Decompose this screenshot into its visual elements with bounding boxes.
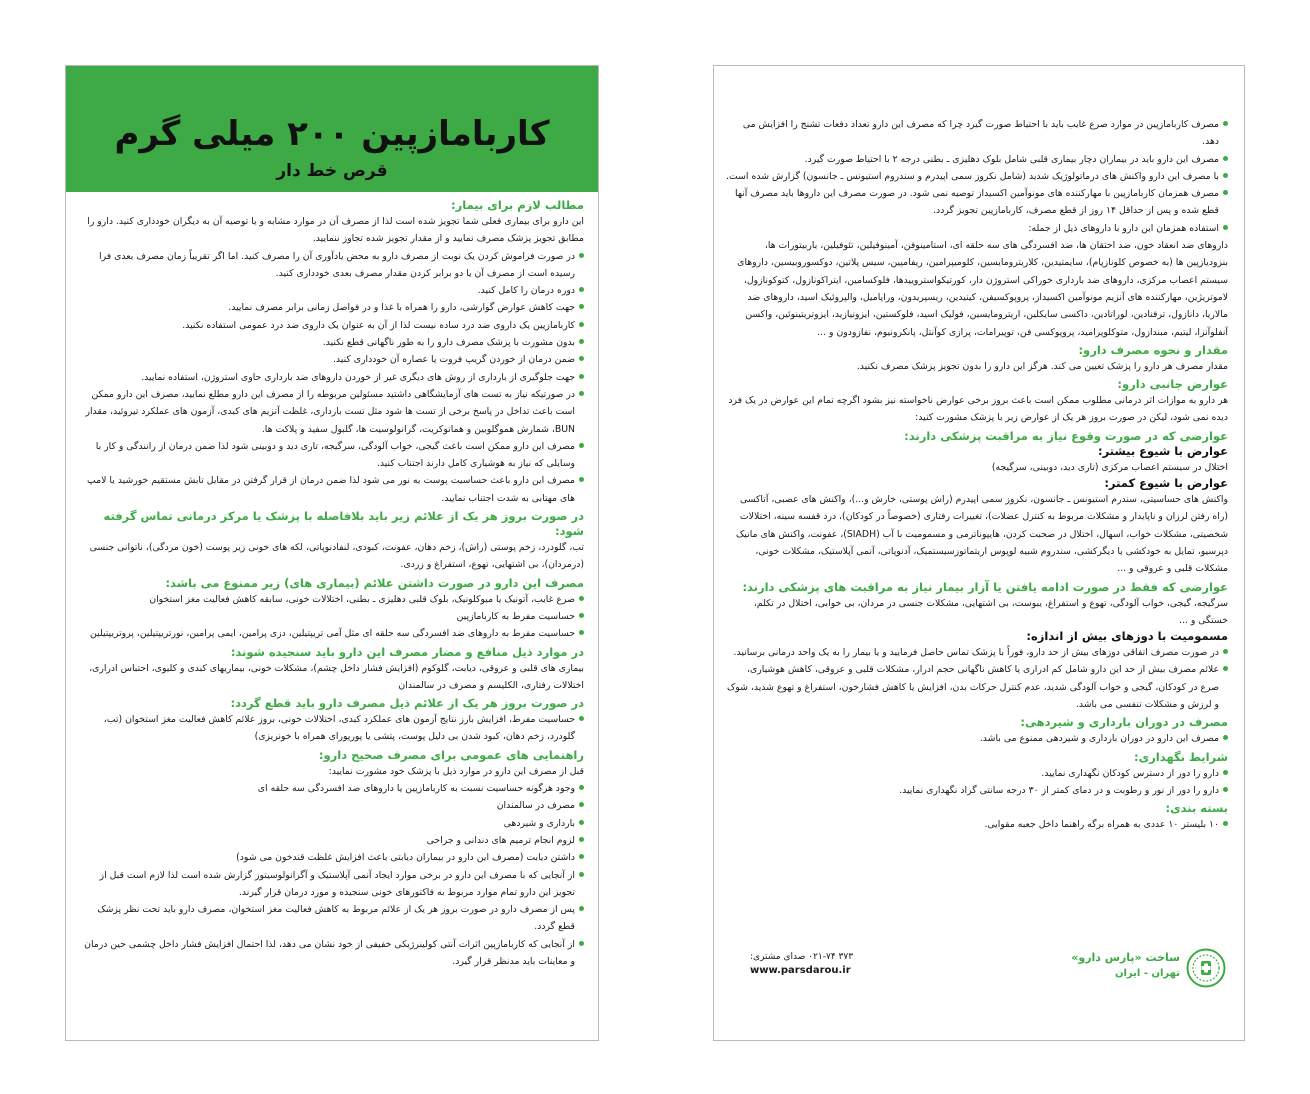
section — [80, 198, 584, 507]
section-heading: در صورت بروز هر یک از علائم زیر باید بلافاصله با پزشک یا مرکز درمانی تماس گرفته شود: — [103, 509, 584, 539]
list-item: مصرف کاربامازپین در موارد صرع غایب باید با احتیاط صورت گیرد چرا که مصرف این دارو تعداد دفعات تشنج را افزایش می دهد. — [726, 116, 1228, 151]
left-content — [66, 192, 598, 970]
bullet-list — [80, 591, 584, 643]
list-item: مصرف این دارو ممکن است باعث گیجی، خواب آلودگی، سرگیجه، تاری دید و دوبینی شود لذا ضمن درمان از رانندگی و کار با وسایلی که نیاز به هوشیاری کامل دارند اجتناب کنید. — [80, 438, 584, 473]
section-heading: شرایط نگهداری: — [1134, 749, 1228, 764]
bullet-list — [80, 711, 584, 746]
drug-title: کاربامازپین ۲۰۰ میلی گرم — [114, 114, 550, 154]
list-item: بارداری و شیردهی — [80, 815, 584, 832]
section-heading: مقدار و نحوه مصرف دارو: — [1078, 342, 1228, 357]
list-item: ۱۰ بلیستر ۱۰ عددی به همراه برگه راهنما داخل جعبه مقوایی. — [726, 816, 1228, 833]
paragraph: مقدار مصرف هر دارو را پزشک تعیین می کند. هرگز این دارو را بدون تجویز پزشک مصرف نکنید. — [856, 360, 1228, 372]
list-item: در صورت مصرف اتفاقی دوزهای بیش از حد دارو، فوراً با پزشک تماس حاصل فرمایید و یا بیمار را به یک واحد درمانی برسانید. — [726, 644, 1228, 661]
bullet-list — [80, 780, 584, 970]
list-item: مصرف این دارو باعث حساسیت پوست به نور می شود لذا ضمن درمان از قرار گرفتن در مقابل تابش مستقیم خورشید یا لامپ های مهتابی به شدت اجتناب نمایید. — [80, 472, 584, 507]
section — [80, 576, 584, 643]
list-item: مصرف در سالمندان — [80, 797, 584, 814]
phone-number: ۰۲۱-۷۴ ۳۷۳ — [808, 952, 854, 962]
manufacturer-info — [1071, 950, 1180, 982]
list-item: استفاده همزمان این دارو با داروهای ذیل از جمله: — [726, 220, 1228, 237]
list-item: داشتن دیابت (مصرف این دارو در بیماران دیابتی باعث افزایش غلظت قندخون می شود) — [80, 849, 584, 866]
section-heading: مصرف در دوران بارداری و شیردهی: — [1020, 715, 1228, 730]
list-item: دوره درمان را کامل کنید. — [80, 282, 584, 299]
paragraph: هر دارو به موازات اثر درمانی مطلوب ممکن است باعث بروز برخی عوارض ناخواسته نیز بشود اگرچه تمام این عوارض در یک فرد دیده نمی شود، لیکن در صورت بروز هر یک از عوارض زیر با پزشک مشورت کنید: — [728, 395, 1228, 424]
website-link[interactable]: www.parsdarou.ir — [750, 965, 851, 976]
pars-darou-logo-icon — [1186, 948, 1226, 988]
list-item: وجود هرگونه حساسیت نسبت به کاربامازپین یا داروهای ضد افسردگی سه حلقه ای — [80, 780, 584, 797]
section-text: قبل از مصرف این دارو در موارد ذیل با پزشک خود مشورت نمایید: — [328, 765, 584, 777]
list-item: حساسیت مفرط به کاربامازپین — [80, 608, 584, 625]
paragraph: داروهای ضد انعقاد خون، ضد احتقان ها، ضد افسردگی های سه حلقه ای، استامینوفن، آمینوفیلین، تئوفیلین، باربیتورات ها، بنزودیازپین ها (به خصوص کلونازپام)، سایمتیدین، کلاریترومایسین، کلومیپرامین، ریفامپین، سیس پلاتین، دوکسوروبیسین، داروهای سیستم اعصاب مرکزی، داروهای ضد بارداری خوراکی استروژن دار، کورتیکواستروییدها، فلوکسامین، ایتراکونازول، کتوکونازول، لاموتریژین، مهارکننده های آنزیم مونوآمین اکسیداز، پروپوکسیفن، کینیدین، ریسپریدون، وراپامیل، والپروئیک اسید، داروهای ضد مالاریا، دانازول، ترفنادین، لوراتادین، داکسی سایکلین، اریترومایسین، فولیک اسید، فلوکستین، ایزونیازید، ایزوتریتینوئین، واکسن آنفلوآنزا، لیتیم، مبندازول، متوکلوپرامید، پروپوکسی فن، توپیرامات، پرازی کوآنتل، پانکرونیوم، نفازودون و ... — [737, 240, 1228, 338]
list-item: لزوم انجام ترمیم های دندانی و جراحی — [80, 832, 584, 849]
list-item: دارو را دور از نور و رطوبت و در دمای کمتر از ۳۰ درجه سانتی گراد نگهداری نمایید. — [726, 782, 1228, 799]
list-item: جهت جلوگیری از بارداری از روش های دیگری غیر از خوردن داروهای ضد بارداری حاوی استروژن، استفاده نمایید. — [80, 369, 584, 386]
sub-heading: مسمومیت با دوزهای بیش از اندازه: — [1026, 629, 1228, 644]
section-heading: بسته بندی: — [1165, 801, 1228, 816]
list-item: در صورت فراموش کردن یک نوبت از مصرف دارو به محض یادآوری آن را مصرف کنید. اما اگر تقریباً زمان مصرف بعدی فرا رسیده است از مصرف آن یا دو برابر کردن مقدار مصرف بعدی خودداری کنید. — [80, 248, 584, 283]
section-heading: عوارضی که فقط در صورت ادامه یافتن یا آزار بیمار نیاز به مراقبت های پزشکی دارند: — [742, 579, 1228, 594]
list-item: کاربامازپین یک داروی ضد درد ساده نیست لذا از آن به عنوان یک داروی ضد درد عمومی استفاده نکنید. — [80, 317, 584, 334]
sub-heading: عوارض با شیوع کمتر: — [1104, 476, 1228, 491]
list-item: جهت کاهش عوارض گوارشی، دارو را همراه با غذا و در فواصل زمانی برابر مصرف نمایید. — [80, 299, 584, 316]
list-item: با مصرف این دارو واکنش های درماتولوژیک شدید (شامل نکروز سمی اپیدرم و سندروم استیونس ـ جانسون) گزارش شده است. — [726, 168, 1228, 185]
section-text: این دارو برای بیماری فعلی شما تجویز شده است لذا از مصرف آن در موارد مشابه و یا توصیه آن به دیگران خودداری کنید. دارو را مطابق تجویز پزشک مصرف نمایید و از مقدار تجویز شده تجاوز ننمایید. — [87, 216, 584, 245]
section-heading: راهنمایی های عمومی برای مصرف صحیح دارو: — [318, 747, 584, 762]
list-item: مصرف این دارو در دوران بارداری و شیردهی ممنوع می باشد. — [726, 730, 1228, 747]
section-heading: در صورت بروز هر یک از علائم ذیل مصرف دارو باید قطع گردد: — [230, 696, 584, 711]
right-content — [714, 66, 1244, 834]
leaflet-page-right — [713, 65, 1245, 1041]
leaflet-page-left — [65, 65, 599, 1041]
paragraph: سرگیجه، گیجی، خواب آلودگی، تهوع و استفراغ، یبوست، بی اشتهایی، مشکلات جنسی در مردان، بی خوابی، اختلال در تکلم، خستگی و ... — [753, 597, 1228, 626]
list-item: حساسیت مفرط، افزایش بارز نتایج آزمون های عملکرد کبدی، اختلالات خونی، بروز علائم کاهش فعالیت مغز استخوان (تب، گلودرد، زخم دهان، کبود شدن بی دلیل پوست، پتشی یا پورپورای همراه با خونریزی) — [80, 711, 584, 746]
manufacturer-footer — [726, 948, 1232, 992]
list-item: مصرف این دارو باید در بیماران دچار بیماری قلبی شامل بلوک دهلیزی ـ بطنی درجه ۲ با احتیاط صورت گیرد. — [726, 151, 1228, 168]
list-item: در صورتیکه نیاز به تست های آزمایشگاهی داشتید مسئولین مربوطه را از مصرف این دارو مطلع نمایید، مصرف این دارو ممکن است باعث تداخل در پاسخ برخی از تست ها شود مثل تست بارداری، غلظت آنزیم های کبدی، آزمون های عملکرد تیروئید، مقدار BUN، شمارش هموگلوبین و هماتوکریت، گرانولوسیت ها، گلبول سفید و پلاکت ها. — [80, 386, 584, 438]
list-item: از آنجایی که با مصرف این دارو در برخی موارد ایجاد آنمی آپلاستیک و آگرانولوسیتوز گزارش شده است لذا لازم است قبل از تجویز این دارو تمام موارد مربوط به فاکتورهای خونی سنجیده و مورد درمان قرار گیرند. — [80, 867, 584, 902]
list-item: بدون مشورت با پزشک مصرف دارو را به طور ناگهانی قطع نکنید. — [80, 334, 584, 351]
section-text: بیماری های قلبی و عروقی، دیابت، گلوکوم (افزایش فشار داخل چشم)، مشکلات خونی، بیماریهای کبدی و کلیوی، احتباس ادراری، اختلالات رفتاری، الکلیسم و مصرف در سالمندان — [89, 662, 584, 691]
manufacturer-city: تهران - ایران — [1114, 968, 1180, 979]
list-item: ضمن درمان از خوردن گریپ فروت یا عصاره آن خودداری کنید. — [80, 351, 584, 368]
section-heading: عوارضی که در صورت وقوع نیاز به مراقبت پزشکی دارند: — [904, 428, 1228, 443]
list-item: حساسیت مفرط به داروهای ضد افسردگی سه حلقه ای مثل آمی تریپتیلین، دزی پرامین، ایمی پرامین، نورتریپتیلین، پروتریپتیلین — [80, 625, 584, 642]
title-banner — [66, 66, 598, 192]
phone-label: صدای مشتری: — [750, 952, 806, 962]
sub-heading: عوارض با شیوع بیشتر: — [1098, 443, 1228, 458]
section-heading: مطالب لازم برای بیمار: — [451, 198, 584, 212]
list-item: دارو را دور از دسترس کودکان نگهداری نمایید. — [726, 765, 1228, 782]
bullet-list — [80, 248, 584, 507]
list-item: صرع غایب، آتونیک یا میوکلونیک، بلوک قلبی دهلیزی ـ بطنی، اختلالات خونی، سابقه کاهش فعالیت مغز استخوان — [80, 591, 584, 608]
section-heading: مصرف این دارو در صورت داشتن علائم (بیماری های) زیر ممنوع می باشد: — [165, 575, 584, 590]
manufacturer-name: ساخت «پارس دارو» — [1071, 951, 1180, 964]
section-heading: عوارض جانبی دارو: — [1117, 377, 1228, 392]
section — [80, 509, 584, 574]
contact-info — [750, 950, 853, 978]
section — [80, 645, 584, 695]
drug-subtitle: قرص خط دار — [276, 161, 388, 181]
list-item: مصرف همزمان کاربامازپین با مهارکننده های مونوآمین اکسیداز توصیه نمی شود. در صورت مصرف این داروها باید مصرف آنها قطع شده و پس از حداقل ۱۴ روز از قطع مصرف، کاربامازپین تجویز گردد. — [726, 185, 1228, 220]
section — [80, 696, 584, 746]
paragraph: واکنش های حساسیتی، سندرم استیونس ـ جانسون، نکروز سمی اپیدرم (راش پوستی، خارش و...)، واکنش های عصبی، آتاکسی (راه رفتن لرزان و ناپایدار و مشکلات مربوط به کنترل عضلات)، تغییرات رفتاری (خصوصاً در کودکان)، درد قفسه سینه، اختلالات شخصیتی، مشکلات خواب، اسهال، اختلال در صحبت کردن، هایپوناترمی و مسمومیت با آب (SIADH)، عفونت، واکنش های مانیک دپرسیو، تمایل به خودکشی یا دیگرکشی، سندروم شبیه لوپوس اریتماتوزسیستمیک، آدنوپاتی، آنمی آپلاستیک، مشکلات خونی، مشکلات قلبی و عروقی و ... — [735, 494, 1228, 575]
paragraph: اختلال در سیستم اعصاب مرکزی (تاری دید، دوبینی، سرگیجه) — [991, 461, 1228, 473]
section — [80, 748, 584, 971]
section-text: تب، گلودرد، زخم پوستی (راش)، زخم دهان، عفونت، کبودی، لنفادنوپاتی، لکه های خونی زیر پوست (خون مردگی)، ناتوانی جنسی (درمردان)، بی اشتهایی، تهوع، استفراغ و زردی. — [89, 542, 584, 571]
list-item: علائم مصرف بیش از حد این دارو شامل کم ادراری یا کاهش ناگهانی حجم ادرار، مشکلات قلبی و عروقی، کاهش هوشیاری، صرع در کودکان، گیجی و خواب آلودگی شدید، عدم کنترل حرکات بدن، افزایش یا کاهش فشارخون، استفراغ و تهوع شدید، شوک و لرزش و مشکلات تنفسی می باشد. — [726, 661, 1228, 713]
list-item: از آنجایی که کاربامازپین اثرات آنتی کولینرژیکی خفیفی از خود نشان می دهد، لذا احتمال افزایش فشار داخل چشمی حین درمان و معاینات باید مدنظر قرار گیرد. — [80, 936, 584, 971]
list-item: پس از مصرف دارو در صورت بروز هر یک از علائم مربوط به کاهش فعالیت مغز استخوان، مصرف دارو باید تحت نظر پزشک قطع گردد. — [80, 901, 584, 936]
section-heading: در موارد ذیل منافع و مضار مصرف این دارو باید سنجیده شوند: — [230, 644, 584, 659]
